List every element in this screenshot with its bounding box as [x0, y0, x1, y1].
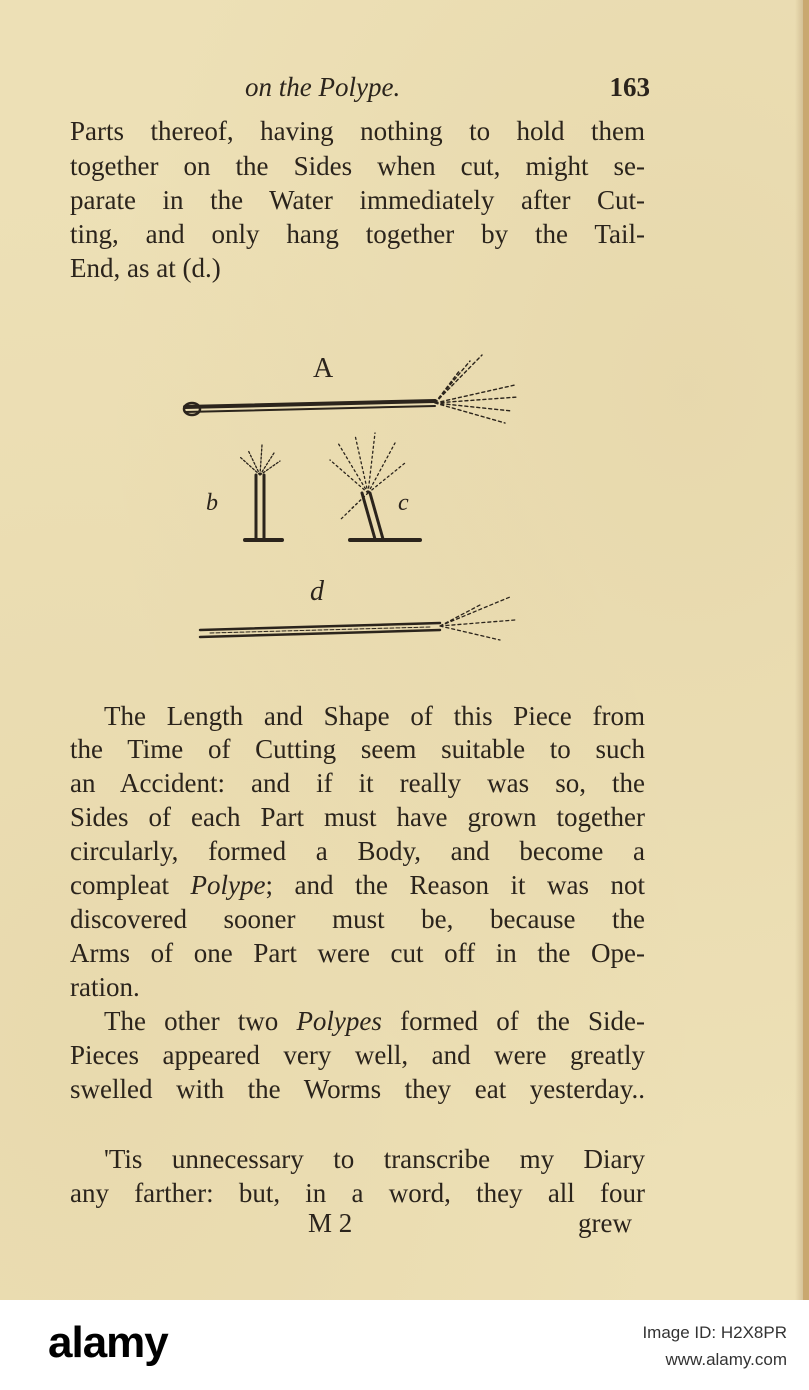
text-line [70, 1005, 645, 1038]
alamy-logo: alamy [48, 1318, 168, 1367]
text-line: circularly, formed a Body, and become a [70, 836, 645, 866]
text-run: The other two [104, 1006, 297, 1036]
running-header [245, 72, 650, 112]
text-line: 'Tis unnecessary to transcribe my Diary [104, 1144, 645, 1174]
figure-label-d: d [310, 576, 324, 607]
figure-label-b: b [206, 490, 218, 516]
text-line: Sides of each Part must have grown together [70, 802, 645, 832]
text-line: swelled with the Worms they eat yesterday.. [70, 1074, 645, 1104]
text-line [70, 869, 645, 902]
figure-label-a: A [313, 353, 334, 384]
text-line: an Accident: and if it really was so, the [70, 768, 645, 798]
text-run: formed of the Side- [381, 1006, 646, 1036]
text-line: any farther: but, in a word, they all four [70, 1178, 645, 1208]
italic-term: Polype [190, 870, 266, 900]
text-line: the Time of Cutting seem suitable to such [70, 734, 645, 764]
polype-illustration [170, 335, 530, 675]
page-number: 163 [609, 72, 650, 102]
image-id-label: Image ID: H2X8PR [642, 1323, 787, 1342]
text-line: Arms of one Part were cut off in the Ope- [70, 938, 645, 968]
text-line: Pieces appeared very well, and were greatly [70, 1040, 645, 1070]
text-line: End, as at (d.) [70, 253, 221, 283]
text-run: compleat [70, 870, 191, 900]
text-line: ration. [70, 972, 140, 1002]
text-line: discovered sooner must be, because the [70, 904, 645, 934]
text-line: Parts thereof, having nothing to hold them [70, 116, 645, 146]
page-edge [803, 0, 809, 1300]
italic-term: Polypes [296, 1006, 382, 1036]
running-title: on the Polype. [245, 72, 401, 102]
text-run: ; and the Reason it was not [265, 870, 645, 900]
site-url-label: www.alamy.com [665, 1350, 787, 1369]
text-line: together on the Sides when cut, might se- [70, 151, 645, 181]
text-line: parate in the Water immediately after Cut- [70, 185, 645, 215]
catchword: grew [578, 1208, 632, 1238]
text-line: ting, and only hang together by the Tail- [70, 219, 645, 249]
signature-mark: M 2 [308, 1208, 353, 1238]
text-line: The Length and Shape of this Piece from [104, 701, 645, 731]
figure-label-c: c [398, 490, 409, 516]
polype-engraving [170, 335, 530, 675]
